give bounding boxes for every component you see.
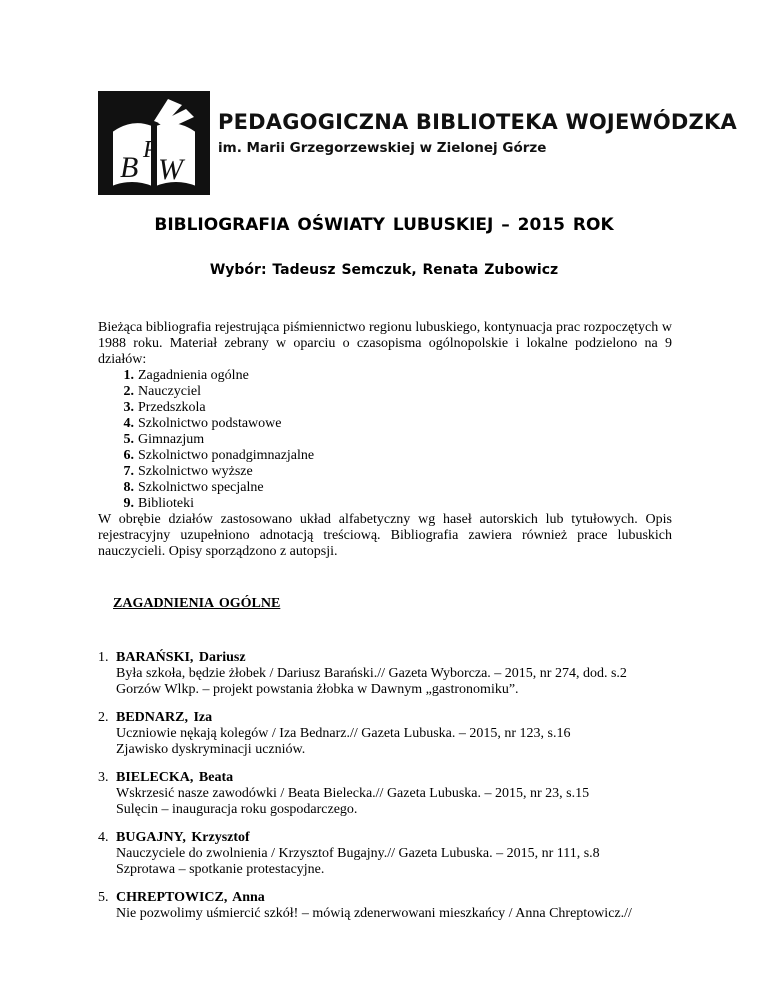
institution-name: PEDAGOGICZNA BIBLIOTEKA WOJEWÓDZKA: [218, 110, 737, 134]
intro-text: [98, 320, 672, 560]
entry-annotation: Zjawisko dyskryminacji uczniów.: [116, 742, 306, 757]
entry-author: BARAŃSKI, Dariusz: [116, 650, 246, 665]
section-list-item: 2. Nauczyciel: [123, 384, 201, 399]
bibliography-entries: [98, 650, 698, 934]
section-list-item: 4. Szkolnictwo podstawowe: [123, 416, 282, 431]
entry-description: Wskrzesić nasze zawodówki / Beata Bielecka.// Gazeta Lubuska. – 2015, nr 23, s.15: [116, 786, 590, 801]
section-list-item: 1. Zagadnienia ogólne: [123, 368, 249, 383]
svg-text:B: B: [120, 151, 139, 184]
entry-description: Nie pozwolimy uśmiercić szkół! – mówią zdenerwowani mieszkańcy / Anna Chreptowicz.//: [116, 906, 632, 921]
entry-annotation: Gorzów Wlkp. – projekt powstania żłobka w Dawnym „gastronomiku”.: [116, 682, 519, 697]
bibliography-entry: 4. BUGAJNY, Krzysztof Nauczyciele do zwolnienia / Krzysztof Bugajny.// Gazeta Lubuska. – 2015, nr 111, s.8 Szprotawa – spotkanie protestacyjne.: [98, 830, 698, 878]
bibliography-entry: 1. BARAŃSKI, Dariusz Była szkoła, będzie żłobek / Dariusz Barański.// Gazeta Wyborcza. – 2015, nr 274, dod. s.2 Gorzów Wlkp. – projekt powstania żłobka w Dawnym „gastronomiku”.: [98, 650, 698, 698]
entry-description: Nauczyciele do zwolnienia / Krzysztof Bugajny.// Gazeta Lubuska. – 2015, nr 111, s.8: [116, 846, 600, 861]
section-list-item: 9. Biblioteki: [123, 496, 194, 511]
section-list-item: 3. Przedszkola: [123, 400, 206, 415]
entry-author: BIELECKA, Beata: [116, 770, 234, 785]
library-logo: [98, 91, 210, 195]
institution-subtitle: im. Marii Grzegorzewskiej w Zielonej Górze: [218, 140, 547, 156]
intro-paragraph-1: Bieżąca bibliografia rejestrująca piśmiennictwo regionu lubuskiego, kontynuacja prac rozpoczętych w 1988 roku. Materiał zebrany w oparciu o czasopisma ogólnopolskie i lokalne podzielono na 9 działów:: [98, 320, 672, 367]
entry-author: CHREPTOWICZ, Anna: [116, 890, 265, 905]
section-heading: ZAGADNIENIA OGÓLNE: [113, 596, 281, 611]
entry-annotation: Szprotawa – spotkanie protestacyjne.: [116, 862, 325, 877]
intro-paragraph-2: W obrębie działów zastosowano układ alfabetyczny wg haseł autorskich lub tytułowych. Opis rejestracyjny uzupełniono adnotacją treściową. Bibliografia zawiera również prace lubuskich nauczycieli. Opisy sporządzono z autopsji.: [98, 512, 672, 559]
entry-description: Była szkoła, będzie żłobek / Dariusz Barański.// Gazeta Wyborcza. – 2015, nr 274, dod. s.2: [116, 666, 627, 681]
section-list-item: 6. Szkolnictwo ponadgimnazjalne: [123, 448, 315, 463]
bibliography-entry: 2. BEDNARZ, Iza Uczniowie nękają kolegów / Iza Bednarz.// Gazeta Lubuska. – 2015, nr 123, s.16 Zjawisko dyskryminacji uczniów.: [98, 710, 698, 758]
entry-description: Uczniowie nękają kolegów / Iza Bednarz.// Gazeta Lubuska. – 2015, nr 123, s.16: [116, 726, 571, 741]
document-title: BIBLIOGRAFIA OŚWIATY LUBUSKIEJ – 2015 ROK: [154, 215, 614, 235]
section-list-item: 5. Gimnazjum: [123, 432, 205, 447]
bibliography-entry: 5. CHREPTOWICZ, Anna Nie pozwolimy uśmiercić szkół! – mówią zdenerwowani mieszkańcy / Anna Chreptowicz.//: [98, 890, 698, 922]
section-list-item: 8. Szkolnictwo specjalne: [123, 480, 264, 495]
section-list: [98, 368, 672, 512]
bibliography-entry: 3. BIELECKA, Beata Wskrzesić nasze zawodówki / Beata Bielecka.// Gazeta Lubuska. – 2015, nr 23, s.15 Sulęcin – inauguracja roku gospodarczego.: [98, 770, 698, 818]
svg-text:W: W: [158, 153, 183, 186]
svg-text:P: P: [143, 137, 158, 163]
entry-author: BUGAJNY, Krzysztof: [116, 830, 250, 845]
document-authors: Wybór: Tadeusz Semczuk, Renata Zubowicz: [209, 262, 559, 278]
section-list-item: 7. Szkolnictwo wyższe: [123, 464, 253, 479]
entry-author: BEDNARZ, Iza: [116, 710, 213, 725]
entry-annotation: Sulęcin – inauguracja roku gospodarczego.: [116, 802, 358, 817]
